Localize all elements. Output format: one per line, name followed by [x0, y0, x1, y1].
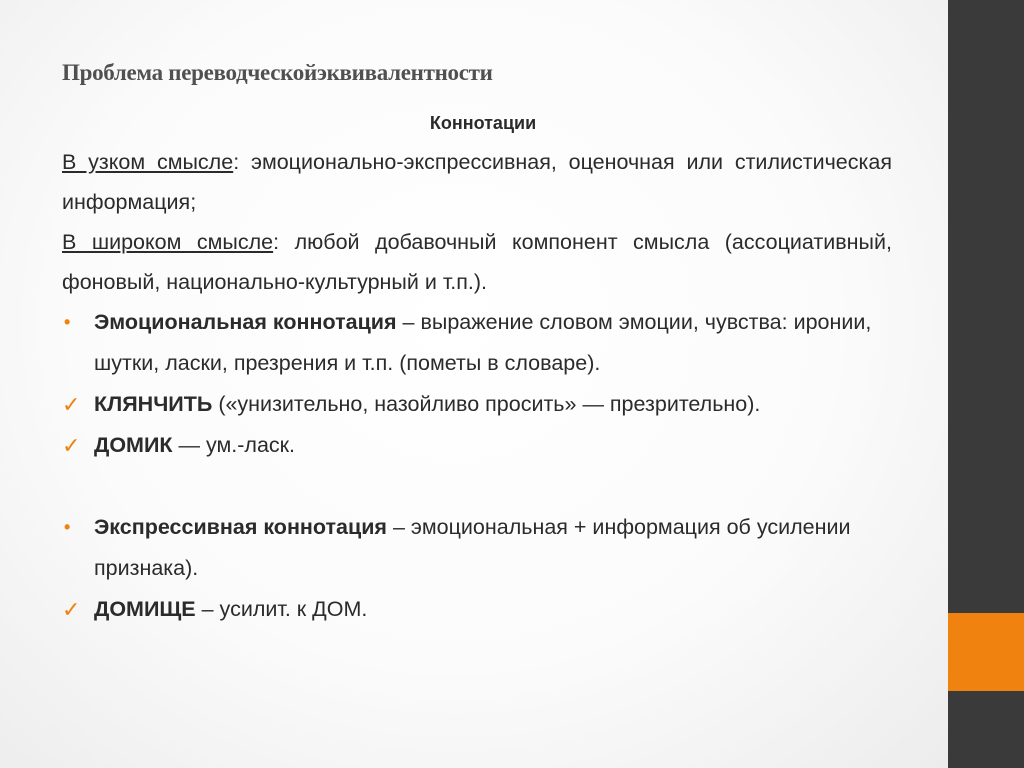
example-term: КЛЯНЧИТЬ	[94, 392, 213, 416]
example-term: ДОМИЩЕ	[94, 597, 196, 621]
example-text: («унизительно, назойливо просить» — презрительно).	[212, 392, 761, 416]
narrow-sense-text: : эмоционально-экспрессивная, оценочная или стилистическая информация;	[62, 150, 892, 214]
expressive-connotation-item	[62, 507, 892, 589]
side-accent-block	[948, 613, 1024, 691]
checkmark-icon: ✓	[62, 597, 81, 622]
emotional-connotation-text: – выражение словом эмоции, чувства: иронии, шутки, ласки, презрения и т.п. (пометы в словаре).	[94, 310, 872, 375]
slide-body	[62, 142, 892, 630]
slide-subtitle: Коннотации	[429, 113, 537, 133]
example-item	[62, 425, 892, 466]
example-item	[62, 589, 892, 630]
broad-sense-text: : любой добавочный компонент смысла (ассоциативный, фоновый, национально-культурный и т.п.).	[62, 230, 892, 294]
bullet-icon: •	[64, 312, 71, 332]
emotional-connotation-term: Эмоциональная коннотация	[94, 310, 397, 334]
narrow-sense-label: В узком смысле	[62, 150, 234, 174]
emotional-connotation-item	[62, 302, 892, 384]
slide-title: Проблема переводческойэквивалентности	[62, 60, 493, 85]
checkmark-icon: ✓	[62, 433, 81, 458]
broad-sense-paragraph	[62, 222, 892, 302]
expressive-connotation-term: Экспрессивная коннотация	[94, 515, 387, 539]
expressive-connotation-text: – эмоциональная + информация об усилении признака).	[94, 515, 851, 580]
checkmark-icon: ✓	[62, 392, 81, 417]
example-text: — ум.-ласк.	[172, 433, 296, 457]
example-item	[62, 384, 892, 425]
broad-sense-label: В широком смысле	[62, 230, 274, 254]
narrow-sense-paragraph	[62, 142, 892, 222]
spacer	[62, 466, 892, 507]
example-term: ДОМИК	[94, 433, 173, 457]
bullet-icon: •	[64, 517, 71, 537]
example-text: – усилит. к ДОМ.	[195, 597, 368, 621]
